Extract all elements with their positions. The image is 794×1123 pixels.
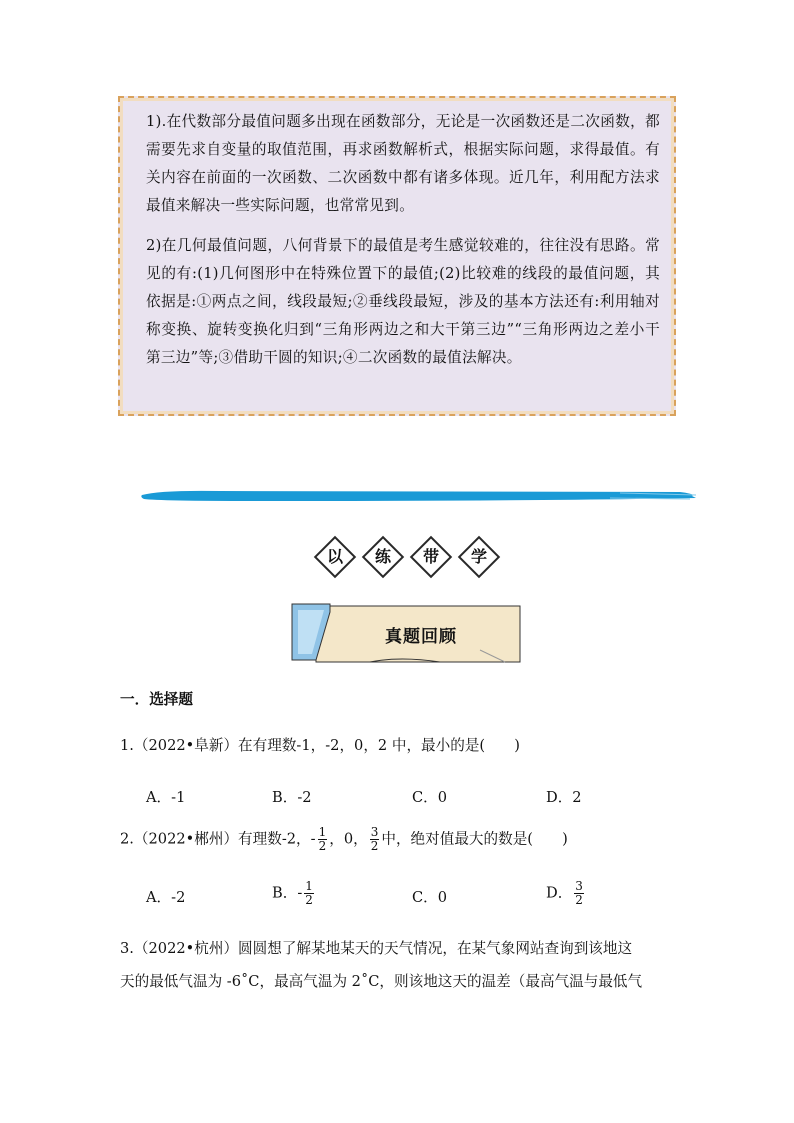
q1-option-c[interactable]: C．0 <box>412 789 448 806</box>
brush-stroke-divider <box>140 489 696 503</box>
badge-1: 以 <box>314 536 356 578</box>
tip-paragraph-1: 1).在代数部分最值问题多出现在函数部分，无论是一次函数还是二次函数，都需要先求自变量的取值范围，再求函数解析式，根据实际问题，求得最值。有关内容在前面的一次函数、二次函数中都有诸多体现。近几年，利用配方法求最值来解决一些实际问题，也常常见到。 <box>146 113 660 214</box>
fraction-three-halves: $\frac{3}{2}$ <box>370 825 379 853</box>
tip-box <box>118 96 676 416</box>
q2-option-b[interactable]: B．- $\frac{1}{2}$ <box>272 879 313 907</box>
question-3-line-2: 天的最低气温为 -6˚C，最高气温为 2˚C，则该地这天的温差（最高气温与最低气 <box>120 973 643 990</box>
q2-option-c[interactable]: C．0 <box>412 889 448 906</box>
badge-3: 带 <box>410 536 452 578</box>
tip-paragraph-2: 2)在几何最值问题，八何背景下的最值是考生感觉较难的，往往没有思路。常见的有:(1)几何图形中在特殊位置下的最值;(2)比较难的线段的最值问题，其依据是:①两点之间，线段最短;②垂线段最短，涉及的基本方法还有:利用轴对称变换、旋转变换化归到“三角形两边之和大干第三边”“三角形两边之差小干第三边”等;③借助干圆的知识;④二次函数的最值法解决。 <box>146 237 660 366</box>
q2-option-d[interactable]: D． $\frac{3}{2}$ <box>546 879 583 907</box>
q2-option-a[interactable]: A．-2 <box>146 889 186 906</box>
q1-option-b[interactable]: B．-2 <box>272 789 312 806</box>
practice-badges <box>314 538 504 582</box>
fraction-neg-half: $\frac{1}{2}$ <box>318 825 327 853</box>
section-heading: 一．选择题 <box>120 691 193 708</box>
badge-4: 学 <box>458 536 500 578</box>
badge-2: 练 <box>362 536 404 578</box>
q1-option-a[interactable]: A．-1 <box>146 789 186 806</box>
question-3-line-1: 3.（2022•杭州）圆圆想了解某地某天的天气情况，在某气象网站查询到该地这 <box>120 940 633 957</box>
q1-option-d[interactable]: D．2 <box>546 789 582 806</box>
banner-title: 真题回顾 <box>385 627 457 647</box>
question-2-stem: 2.（2022•郴州）有理数-2，- $\frac{1}{2}$ ，0， $\frac{3}{2}$ 中，绝对值最大的数是( ) <box>120 825 568 853</box>
question-1-stem: 1.（2022•阜新）在有理数-1，-2，0，2 中，最小的是( ) <box>120 737 520 754</box>
